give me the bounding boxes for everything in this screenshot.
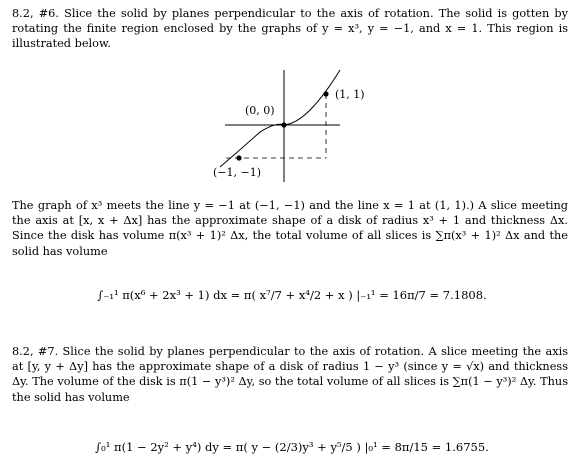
problem-6-equation-text: ∫₋₁¹ π(x⁶ + 2x³ + 1) dx = π( x⁷/7 + x⁴/2 + x ) |₋₁¹ = 16π/7 = 7.1808. [97,288,487,302]
problem-6-explanation-text: The graph of x³ meets the line y = −1 at (−1, −1) and the line x = 1 at (1, 1).) A slice meeting the axis at [x, x + Δx] has the approximate shape of a disk of radius x³ + 1 and thickness Δx. Since the disk has volume π(x³ + 1)² Δx, the total volume of all slices is ∑π(x³ + 1)² Δx and the solid has volume [12,199,568,258]
problem-7-equation [0,440,584,454]
region-figure [200,64,365,184]
problem-7-text [12,344,568,405]
label-top: (1, 1) [335,88,365,101]
origin-point [281,122,286,127]
problem-6-intro-text: 8.2, #6. Slice the solid by planes perpendicular to the axis of rotation. The solid is gotten by rotating the finite region enclosed by the graphs of y = x³, y = −1, and x = 1. This region is illustrated below. [12,7,568,51]
point-1-1 [323,91,328,96]
problem-6-intro [12,6,568,52]
point-minus-1-minus-1 [236,155,241,160]
problem-6-explanation [12,198,568,259]
problem-7-text-body: 8.2, #7. Slice the solid by planes perpendicular to the axis of rotation. A slice meeting the axis at [y, y + Δy] has the approximate shape of a disk of radius 1 − y³ (since y = √x) and thickness Δy. The volume of the disk is π(1 − y³)² Δy, so the total volume of all slices is ∑π(1 − y³)² Δy. Thus the solid has volume [12,345,568,404]
problem-6-equation [0,288,584,302]
label-origin: (0, 0) [245,104,275,117]
cubic-curve [220,70,340,167]
label-bottom: (−1, −1) [213,166,262,179]
problem-7-equation-text: ∫₀¹ π(1 − 2y² + y⁴) dy = π( y − (2/3)y³ + y⁵/5 ) |₀¹ = 8π/15 = 1.6755. [95,440,489,454]
